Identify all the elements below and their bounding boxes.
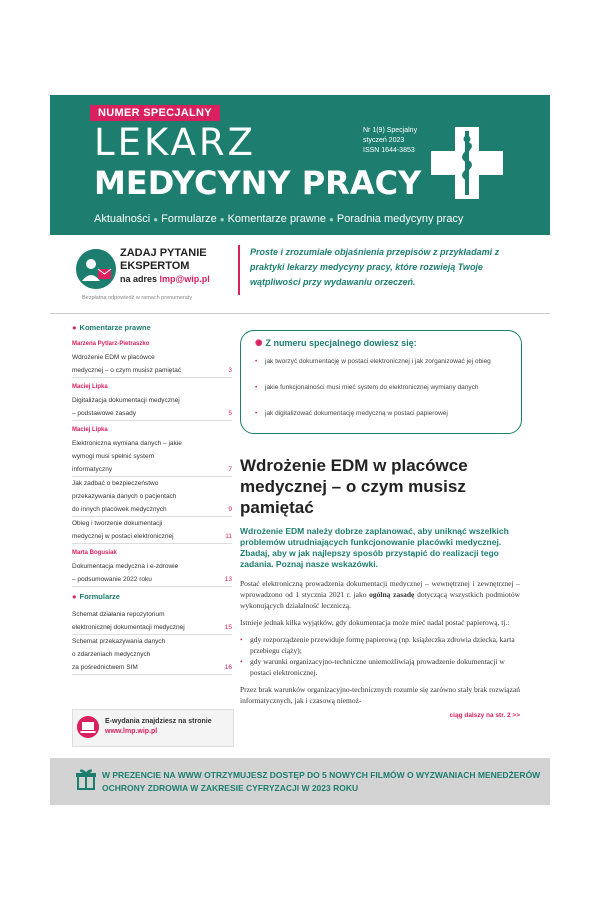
- toc-page-number: 3: [228, 367, 232, 374]
- ask-experts-box: [72, 245, 250, 305]
- issue-date: styczeń 2023: [363, 137, 405, 144]
- nav-formularze: Formularze: [161, 213, 217, 225]
- toc-item-line: o zdarzeniach medycznych: [72, 651, 151, 658]
- toc-item-line: Digitalizacja dokumentacji medycznej: [72, 397, 180, 404]
- text-run: Postać elektroniczną prowadzenia dokumentacji medycznej – wewnętrznej i zewnętrznej – wprowadzono od 1 stycznia 2021 r. jako: [240, 579, 520, 599]
- toc-item-line: Dokumentacja medyczna i e-zdrowie: [72, 563, 179, 570]
- toc-item-line: za pośrednictwem SIM: [72, 664, 138, 671]
- gift-icon: [76, 768, 96, 790]
- newsletter-cover: [50, 95, 550, 805]
- text-run: dotyczącą wszystkich podmiotów wykonujących działalność leczniczą.: [240, 590, 520, 610]
- toc-item-line: do innych placówek medycznych: [72, 506, 167, 513]
- toc-section-title: Komentarze prawne: [79, 323, 151, 332]
- toc-section-forms: ● Formularze: [72, 592, 120, 601]
- article-paragraph: [240, 578, 520, 611]
- toc-item-line: Obieg i tworzenie dokumentacji: [72, 520, 163, 527]
- toc-page-number: 13: [224, 576, 232, 583]
- toc-item-line: medycznej – o czym musisz pamiętać: [72, 367, 182, 374]
- ask-line2: EKSPERTOM: [120, 260, 190, 272]
- highlights-title: [255, 338, 417, 349]
- lead-article: [240, 455, 520, 719]
- toc-page-number: 5: [228, 410, 232, 417]
- toc-author: Maciej Lipka: [72, 384, 108, 390]
- horizontal-divider: [50, 313, 550, 314]
- article-paragraph: Przez brak warunków organizacyjno-technicznych rozumie się zarówno stały brak rozwiązań informatycznych, jak i czasową niemoż-: [240, 685, 520, 705]
- toc-page-number: 9: [228, 506, 232, 513]
- table-of-contents: [72, 323, 232, 675]
- toc-item-line: Wdrożenie EDM w placówce: [72, 354, 155, 361]
- issue-info: [363, 126, 417, 156]
- toc-item[interactable]: [72, 351, 232, 378]
- toc-item-line: Jak zadbać o bezpieczeństwo: [72, 480, 159, 487]
- experts-email-link[interactable]: lmp@wip.pl: [159, 274, 210, 284]
- eedition-url-link[interactable]: www.lmp.wip.pl: [105, 728, 158, 735]
- toc-section-comments: ● Komentarze prawne: [72, 323, 151, 332]
- nav-poradnia: Poradnia medycyny pracy: [336, 213, 464, 225]
- header-nav: Aktualności ● Formularze ● Komentarze prawne ● Poradnia medycyny pracy: [94, 213, 464, 225]
- toc-section-title: Formularze: [79, 592, 120, 601]
- toc-item-line: wymogi musi spełnić system: [72, 453, 154, 460]
- toc-author: Marta Bogusiak: [72, 550, 117, 556]
- toc-item[interactable]: [72, 560, 232, 587]
- eedition-box: [72, 709, 234, 747]
- toc-item-line: Schemat przekazywania danych: [72, 638, 166, 645]
- toc-page-number: 11: [225, 533, 232, 540]
- toc-item[interactable]: [72, 635, 232, 675]
- article-bullet-list: [240, 634, 520, 678]
- article-paragraph: Istnieje jednak kilka wyjątków, gdy dokumentacja może mieć nadal postać papierową, tj.:: [240, 618, 510, 627]
- toc-author: Maciej Lipka: [72, 427, 108, 433]
- issn: ISSN 1644-3853: [363, 147, 415, 154]
- toc-item-line: Elektroniczna wymiana danych – jakie: [72, 440, 182, 447]
- highlight-item: • jakie funkcjonalności musi mieć system do elektronicznej wymiany danych: [255, 383, 515, 393]
- highlights-box: [240, 330, 522, 434]
- continued-link[interactable]: ciąg dalszy na str. 2 >>: [449, 712, 520, 719]
- intro-divider: [238, 245, 240, 295]
- ask-experts-subtext: Bezpłatna odpowiedź w ramach prenumeraty: [82, 295, 193, 301]
- ask-experts-text: [120, 247, 210, 286]
- nav-aktualnosci: Aktualności: [94, 213, 151, 225]
- medical-cross-icon: [427, 123, 507, 203]
- eedition-line: E-wydania znajdziesz na stronie: [105, 718, 212, 725]
- promo-text: W PREZENCIE NA WWW OTRZYMUJESZ DOSTĘP DO 5 NOWYCH FILMÓW O WYZWANIACH MENEDŻERÓW OCHRONY ZDROWIA W ZAKRESIE CYFRYZACJI W 2023 ROKU: [102, 770, 541, 793]
- toc-item-line: medycznej w postaci elektronicznej: [72, 533, 174, 540]
- title-line1: LEKARZ: [94, 121, 256, 164]
- article-headline: Wdrożenie EDM w placówce medycznej – o czym musisz pamiętać: [240, 456, 468, 517]
- toc-item-line: – podsumowanie 2022 roku: [72, 576, 152, 583]
- special-issue-badge: NUMER SPECJALNY: [90, 105, 220, 121]
- toc-item[interactable]: [72, 437, 232, 477]
- toc-item-line: informatyczny: [72, 466, 113, 473]
- highlights-title-text: Z numeru specjalnego dowiesz się:: [265, 338, 417, 348]
- toc-item[interactable]: [72, 517, 232, 544]
- toc-item-line: przekazywania danych o pacjentach: [72, 493, 177, 500]
- highlight-item: • jak digitalizować dokumentację medyczną w postaci papierowej: [255, 409, 515, 419]
- article-lead: Wdrożenie EDM należy dobrze zaplanować, aby uniknąć wszelkich problemów utrudniających funkcjonowanie placówki medycznej. Zbadaj, aby w jak najlepszy sposób przystąpić do realizacji tego zadania. Poznaj nasze wskazówki.: [240, 526, 509, 569]
- lightbulb-icon: ✺: [255, 338, 263, 348]
- highlight-item: • jak tworzyć dokumentację w postaci elektronicznej i jak zorganizować jej obieg: [255, 357, 515, 367]
- toc-author: Marzena Pytlarz-Pietraszko: [72, 341, 150, 347]
- intro-text: Proste i zrozumiałe objaśnienia przepisów z przykładami z praktyki lekarzy medycyny pracy, które rozwieją Twoje wątpliwości przy wydawaniu orzeczeń.: [250, 247, 500, 287]
- bold-run: ogólną zasadę: [369, 590, 415, 599]
- toc-page-number: 15: [224, 624, 232, 631]
- toc-item[interactable]: [72, 477, 232, 517]
- article-bullet: • gdy warunki organizacyjno-techniczne uniemożliwiają prowadzenie dokumentacji w postaci elektronicznej.: [240, 656, 520, 678]
- toc-item[interactable]: [72, 608, 232, 635]
- promo-footer: [50, 758, 550, 805]
- nav-komentarze: Komentarze prawne: [227, 213, 327, 225]
- toc-page-number: 7: [228, 466, 232, 473]
- toc-page-number: 16: [224, 664, 232, 671]
- title-line2: MEDYCYNY PRACY: [94, 164, 422, 202]
- ask-line3: na adres: [120, 274, 160, 284]
- experts-icon: [76, 249, 116, 289]
- toc-item-line: Schemat działania repozytorium: [72, 611, 165, 618]
- eedition-text: [105, 717, 212, 737]
- article-bullet: • gdy rozporządzenie przewiduje formę papierową (np. książeczka zdrowia dziecka, karta przebiegu ciąży);: [240, 634, 520, 656]
- toc-item-line: elektronicznej dokumentacji medycznej: [72, 624, 185, 631]
- toc-item-line: – podstawowe zasady: [72, 410, 136, 417]
- toc-item[interactable]: [72, 394, 232, 421]
- ask-line1: ZADAJ PYTANIE: [120, 247, 207, 259]
- laptop-icon: [77, 716, 99, 738]
- issue-number: Nr 1(9) Specjalny: [363, 127, 418, 134]
- masthead: [50, 95, 550, 235]
